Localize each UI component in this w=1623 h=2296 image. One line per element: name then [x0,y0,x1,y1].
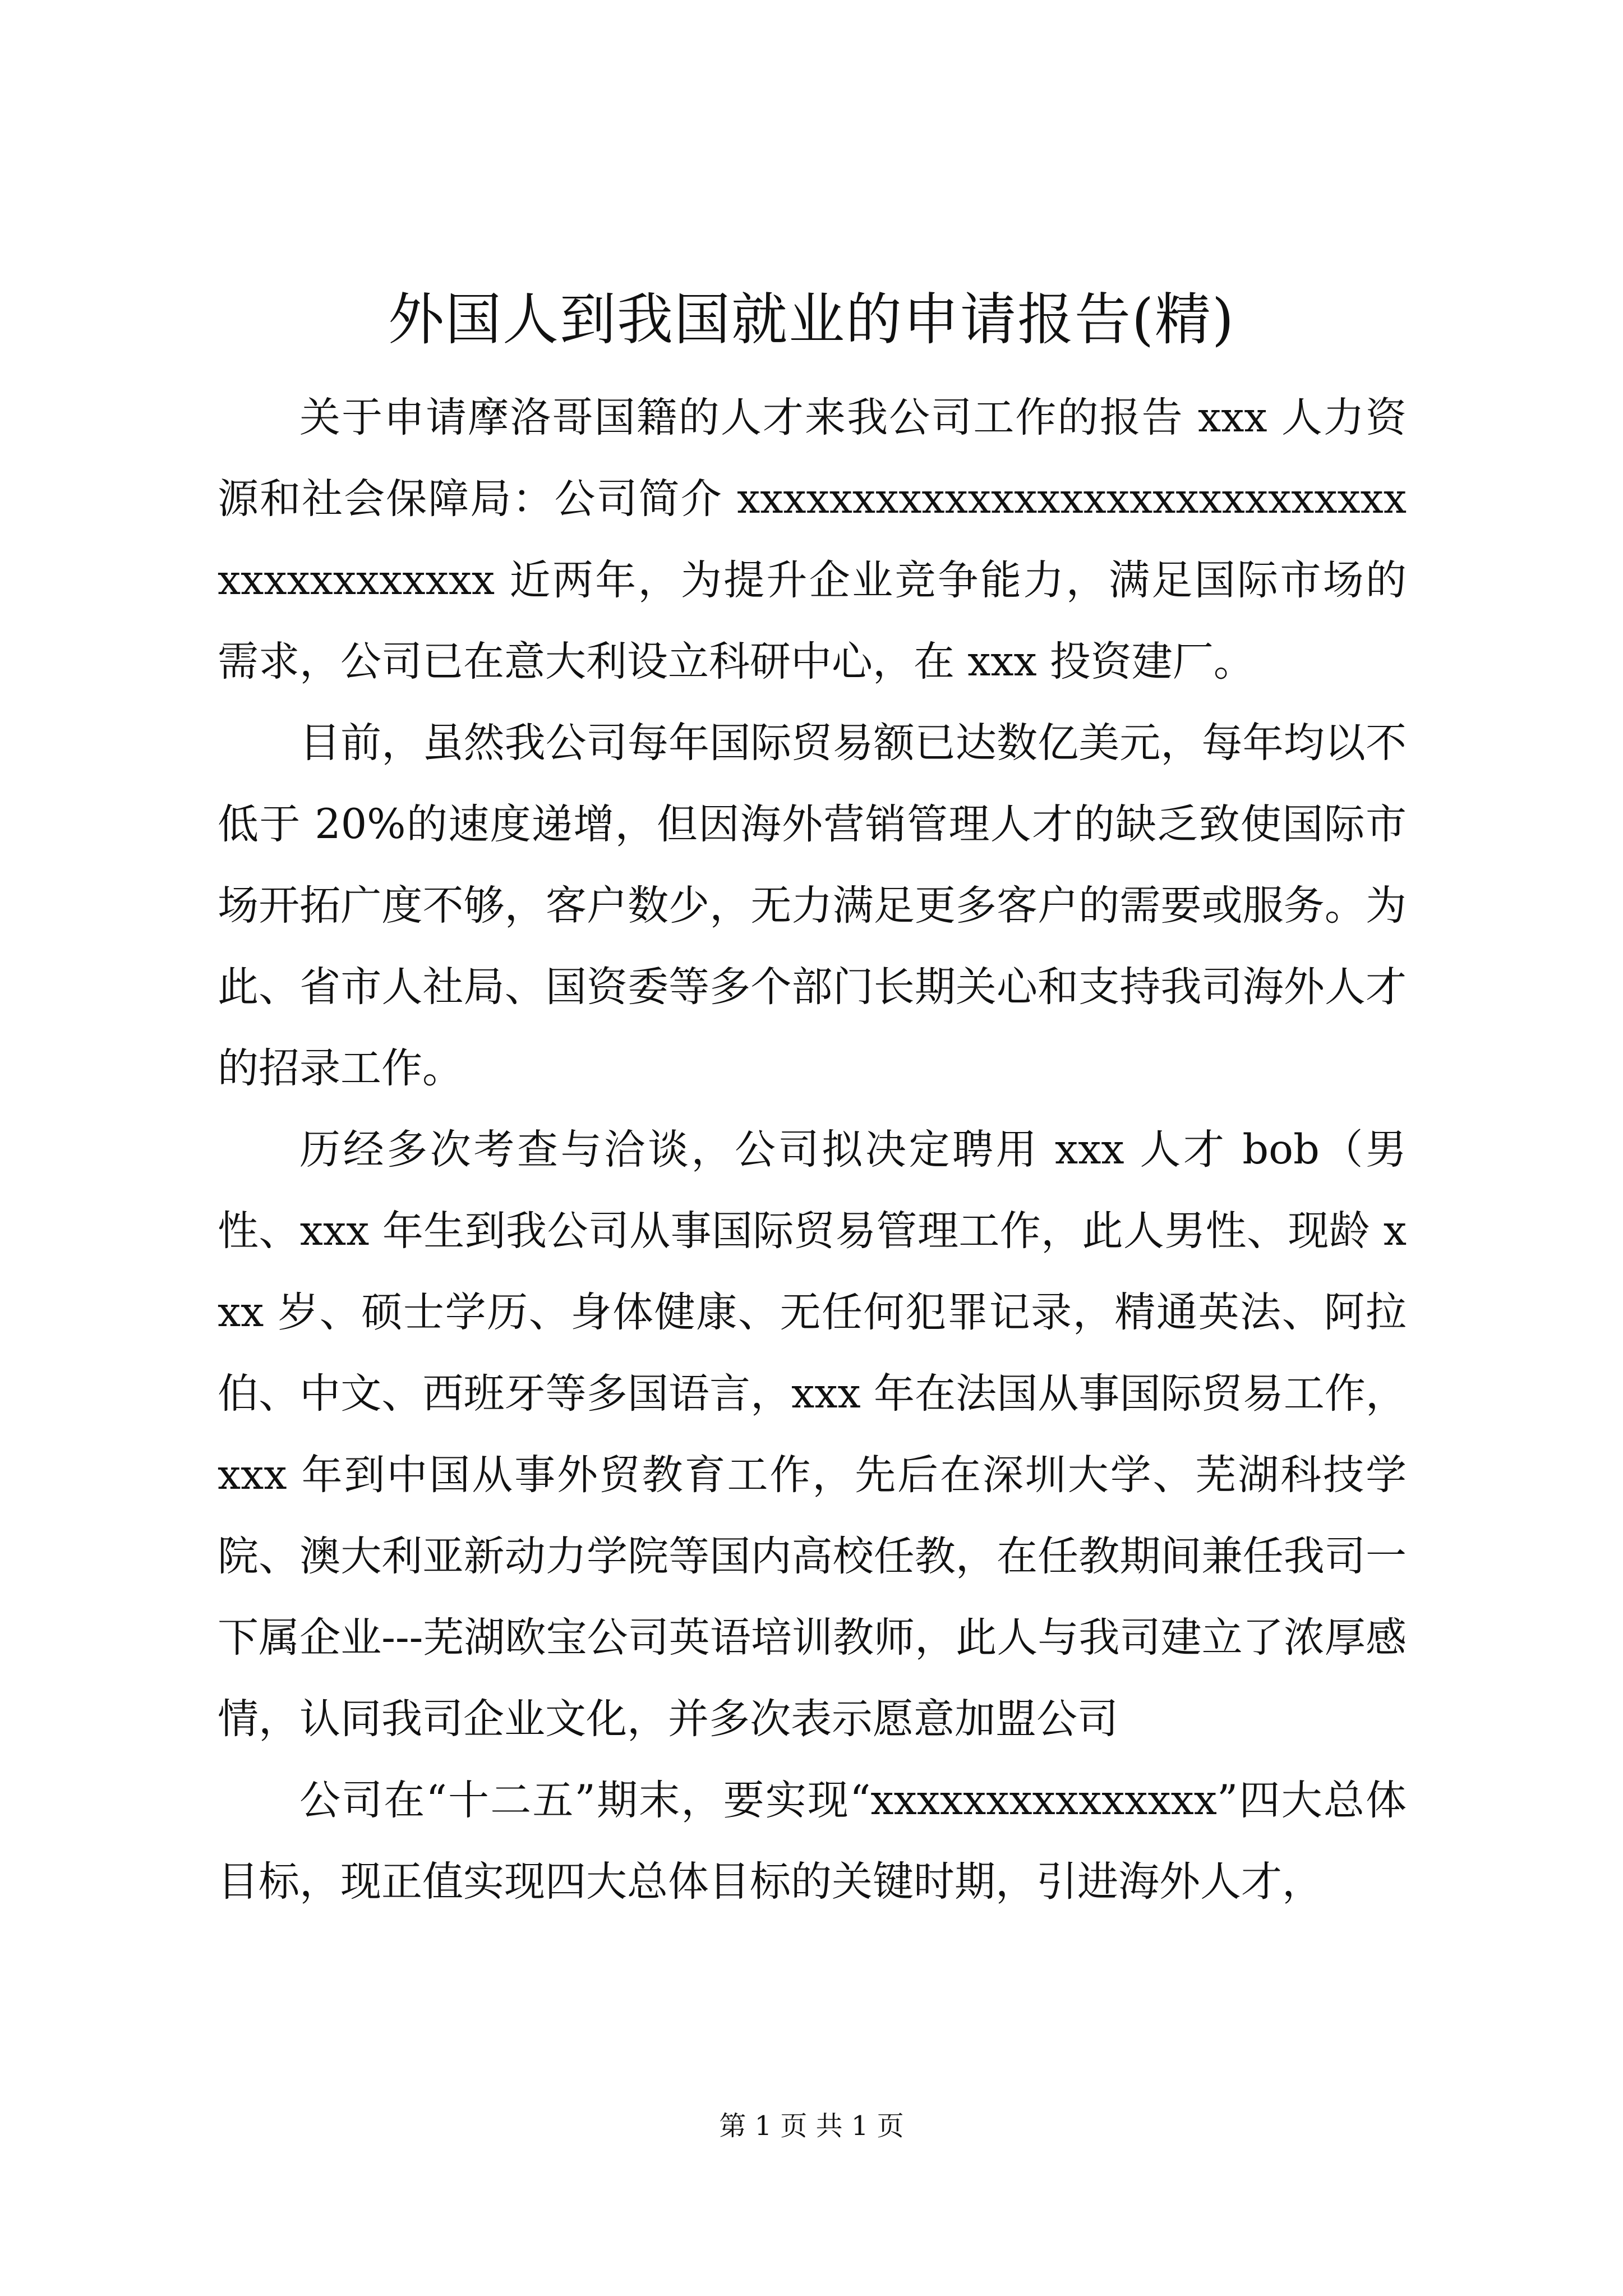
paragraph-1: 关于申请摩洛哥国籍的人才来我公司工作的报告 xxx 人力资源和社会保障局：公司简介 xxxxxxxxxxxxxxxxxxxxxxxxxxxxxxxxxxxxxxxxx 近两年，为提升企业竞争能力，满足国际市场的需求，公司已在意大利设立科研中心，在 xxx 投资建厂。 [218,394,1407,685]
paragraph-3: 历经多次考查与洽谈，公司拟决定聘用 xxx 人才 bob（男性、xxx 年生到我公司从事国际贸易管理工作，此人男性、现龄 xxx 岁、硕士学历、身体健康、无任何犯罪记录，精通英法、阿拉伯、中文、西班牙等多国语言，xxx 年在法国从事国际贸易工作，xxx 年到中国从事外贸教育工作，先后在深圳大学、芜湖科技学院、澳大利亚新动力学院等国内高校任教，在任教期间兼任我司一下属企业---芜湖欧宝公司英语培训教师，此人与我司建立了浓厚感情，认同我司企业文化，并多次表示愿意加盟公司 [218,1126,1407,1743]
document-title: 外国人到我国就业的申请报告(精) [388,287,1235,352]
paragraph-4: 公司在“十二五”期末，要实现“xxxxxxxxxxxxxxx”四大总体目标，现正值实现四大总体目标的关键时期，引进海外人才， [218,1777,1407,1906]
paragraph-2: 目前，虽然我公司每年国际贸易额已达数亿美元，每年均以不低于 20%的速度递增，但因海外营销管理人才的缺乏致使国际市场开拓广度不够，客户数少，无力满足更多客户的需要或服务。为此、省市人社局、国资委等多个部门长期关心和支持我司海外人才的招录工作。 [218,719,1407,1092]
document-body [218,377,1407,1922]
page-footer: 第 1 页 共 1 页 [719,2110,904,2142]
